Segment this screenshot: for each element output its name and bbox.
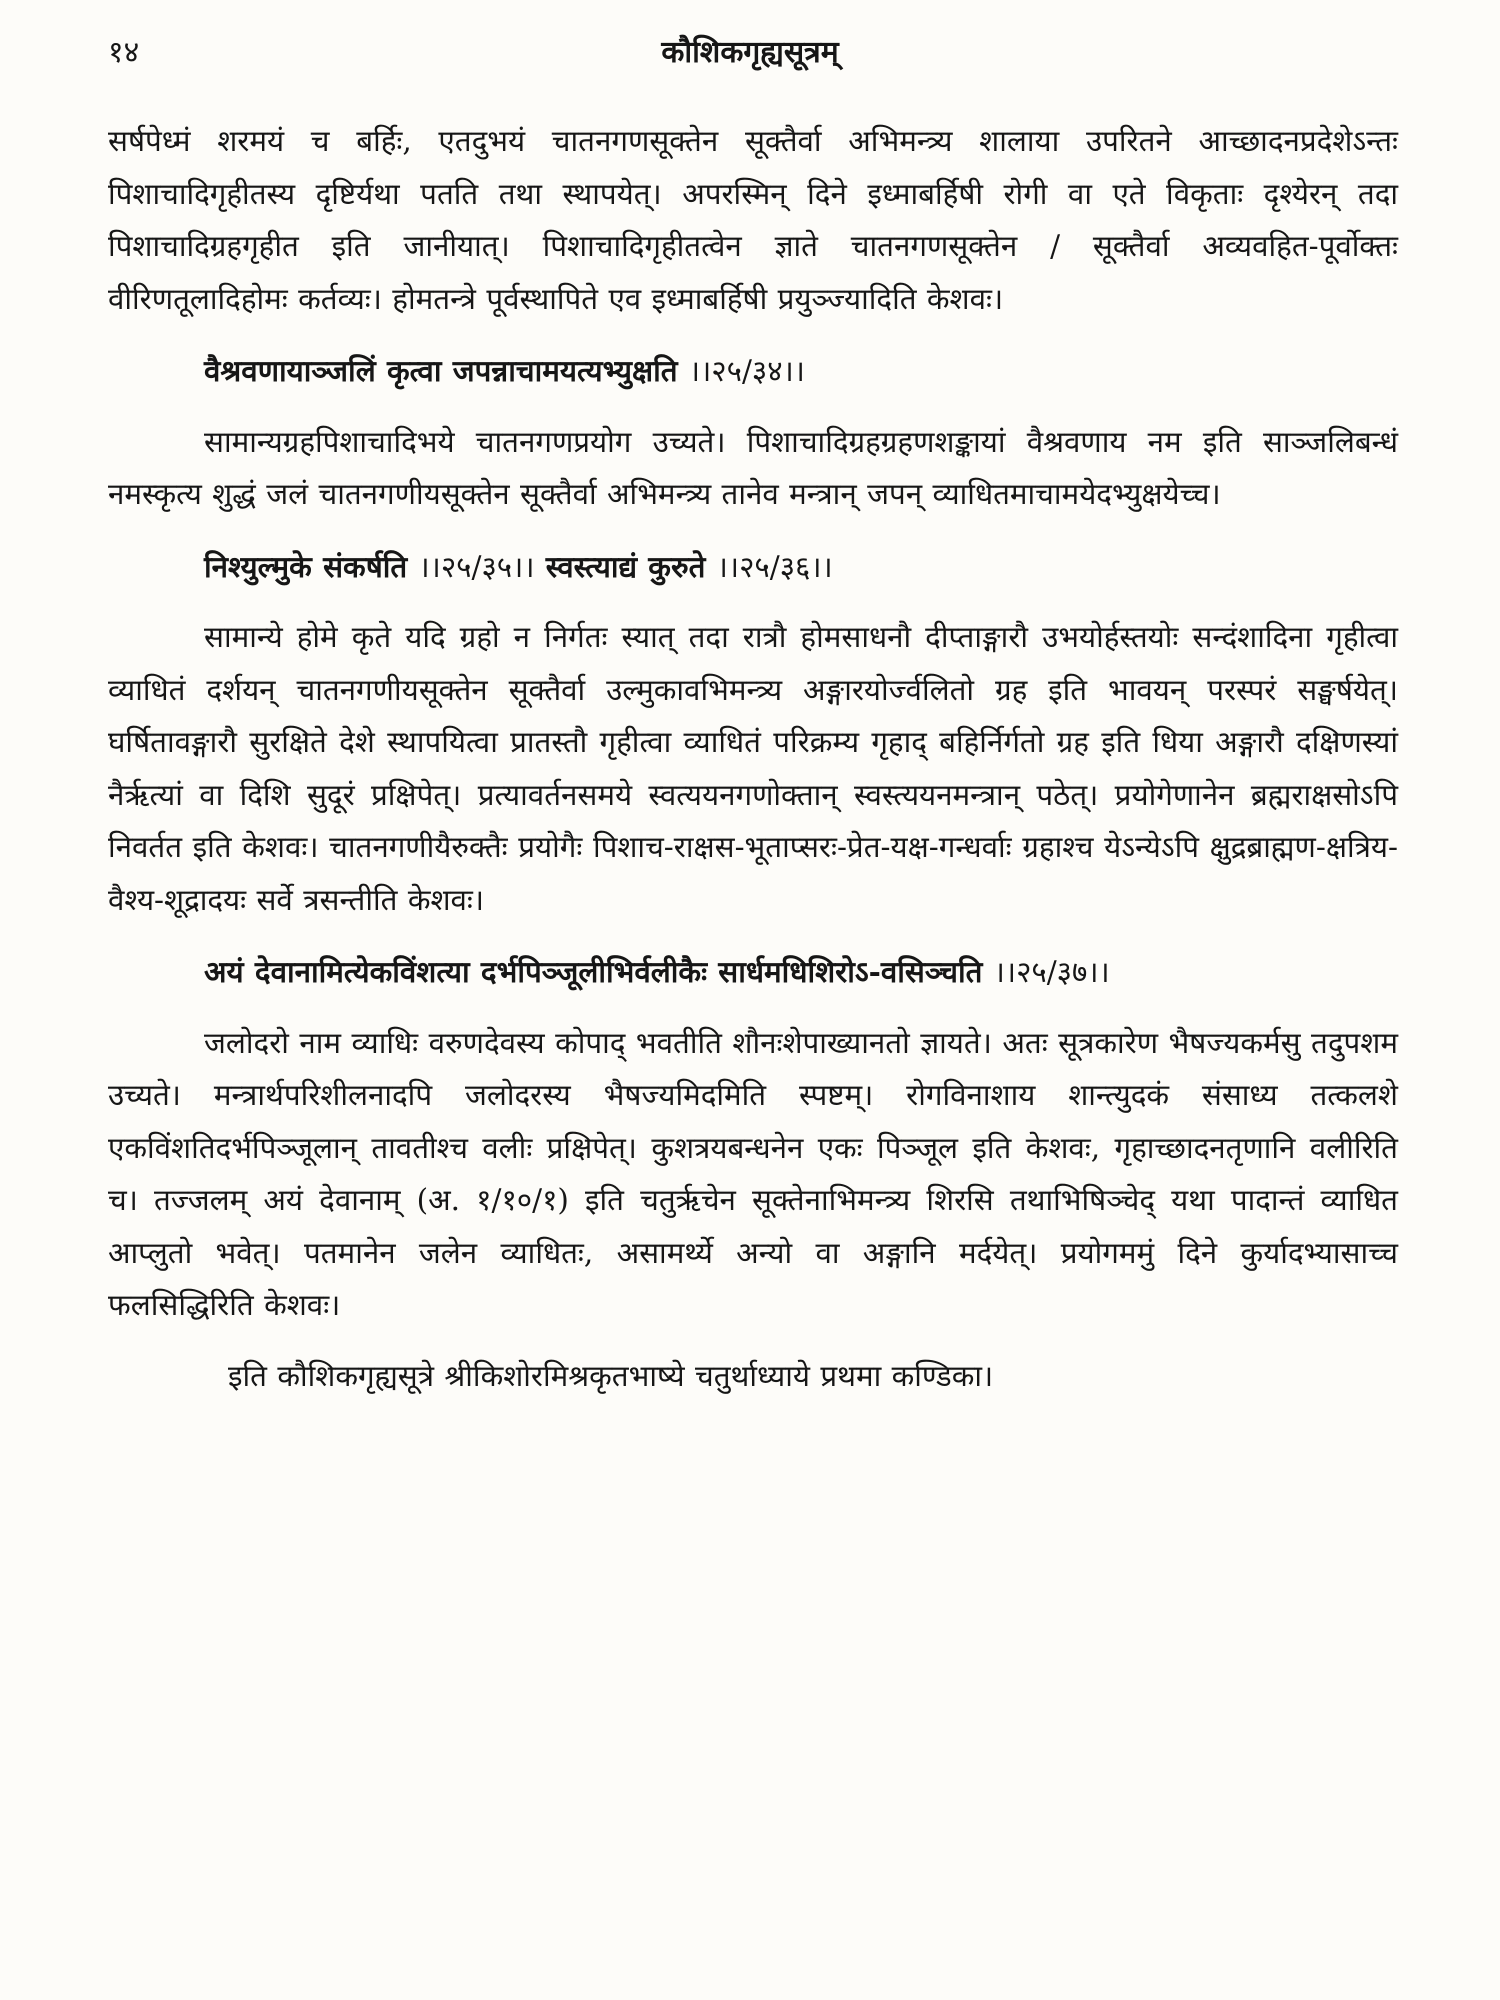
colophon: इति कौशिकगृह्यसूत्रे श्रीकिशोरमिश्रकृतभाष्ये चतुर्थाध्याये प्रथमा कण्डिका। [228, 1358, 994, 1393]
sutra-text: स्वस्त्याद्यं कुरुते [545, 548, 706, 584]
running-title: कौशिकगृह्यसूत्रम् [661, 35, 839, 70]
sutra-number: ।।२५/३४।। [688, 354, 805, 388]
sutra-25-35-36 [108, 541, 1398, 594]
sutra-number: ।।२५/३७।। [993, 955, 1110, 989]
sutra-text: वैश्रवणायाञ्जलिं कृत्वा जपन्नाचामयत्यभ्युक्षति [204, 353, 678, 388]
sutra-number: ।।२५/३५।। [418, 549, 535, 584]
sutra-text: अयं देवानामित्येकविंशत्या दर्भपिञ्जूलीभिर्वलीकैः सार्धमधिशिरोऽ-वसिञ्चति [204, 954, 983, 989]
commentary-paragraph-2: सामान्यग्रहपिशाचादिभये चातनगणप्रयोग उच्यते। पिशाचादिग्रहग्रहणशङ्कायां वैश्रवणाय नम इति साञ्जलिबन्धं नमस्कृत्य शुद्धं जलं चातनगणीयसूक्तेन सूक्तैर्वा अभिमन्त्र्य तानेव मन्त्रान् जपन् व्याधितमाचामयेदभ्युक्षयेच्च। [108, 424, 1398, 511]
sutra-25-37 [108, 946, 1398, 999]
sutra-number: ।।२५/३६।। [716, 549, 833, 584]
commentary-paragraph-3: सामान्ये होमे कृते यदि ग्रहो न निर्गतः स्यात् तदा रात्रौ होमसाधनौ दीप्ताङ्गारौ उभयोर्हस्तयोः सन्दंशादिना गृहीत्वा व्याधितं दर्शयन् चातनगणीयसूक्तेन सूक्तैर्वा उल्मुकावभिमन्त्र्य अङ्गारयोर्ज्वलितो ग्रह इति भावयन् परस्परं सङ्घर्षयेत्। घर्षितावङ्गारौ सुरक्षिते देशे स्थापयित्वा प्रातस्तौ गृहीत्वा व्याधितं परिक्रम्य गृहाद् बहिर्निर्गतो ग्रह इति धिया अङ्गारौ दक्षिणस्यां नैर्ऋत्यां वा दिशि सुदूरं प्रक्षिपेत्। प्रत्यावर्तनसमये स्वत्ययनगणोक्तान् स्वस्त्ययनमन्त्रान् पठेत्। प्रयोगेणानेन ब्रह्मराक्षसोऽपि निवर्तत इति केशवः। चातनगणीयैरुक्तैः प्रयोगैः पिशाच-राक्षस-भूताप्सरः-प्रेत-यक्ष-गन्धर्वाः ग्रहाश्च येऽन्येऽपि क्षुद्रब्राह्मण-क्षत्रिय-वैश्य-शूद्रादयः सर्वे त्रसन्तीति केशवः। [108, 620, 1398, 917]
sutra-text: निश्युल्मुके संकर्षति [204, 548, 408, 584]
page-header [0, 0, 1500, 80]
commentary-paragraph-4: जलोदरो नाम व्याधिः वरुणदेवस्य कोपाद् भवतीति शौनःशेपाख्यानतो ज्ञायते। अतः सूत्रकारेण भैषज्यकर्मसु तदुपशम उच्यते। मन्त्रार्थपरिशीलनादपि जलोदरस्य भैषज्यमिदमिति स्पष्टम्। रोगविनाशाय शान्त्युदकं संसाध्य तत्कलशे एकविंशतिदर्भपिञ्जूलान् तावतीश्च वलीः प्रक्षिपेत्। कुशत्रयबन्धनेन एकः पिञ्जूल इति केशवः, गृहाच्छादनतृणानि वलीरिति च। तज्जलम् अयं देवानाम् (अ. १/१०/१) इति चतुर्ऋचेन सूक्तेनाभिमन्त्र्य शिरसि तथाभिषिञ्चेद् यथा पादान्तं व्याधित आप्लुतो भवेत्। पतमानेन जलेन व्याधितः, असामर्थ्ये अन्यो वा अङ्गानि मर्दयेत्। प्रयोगममुं दिने कुर्यादभ्यासाच्च फलसिद्धिरिति केशवः। [108, 1025, 1398, 1322]
page-number: १४ [108, 35, 140, 70]
page-body [108, 115, 1398, 1402]
commentary-paragraph-1: सर्षपेध्मं शरमयं च बर्हिः, एतदुभयं चातनगणसूक्तेन सूक्तैर्वा अभिमन्त्र्य शालाया उपरितने आच्छादनप्रदेशेऽन्तः पिशाचादिगृहीतस्य दृष्टिर्यथा पतति तथा स्थापयेत्। अपरस्मिन् दिने इध्माबर्हिषी रोगी वा एते विकृताः दृश्येरन् तदा पिशाचादिग्रहगृहीत इति जानीयात्। पिशाचादिगृहीतत्वेन ज्ञाते चातनगणसूक्तेन / सूक्तैर्वा अव्यवहित-पूर्वोक्तः वीरिणतूलादिहोमः कर्तव्यः। होमतन्त्रे पूर्वस्थापिते एव इध्माबर्हिषी प्रयुञ्ज्यादिति केशवः। [108, 124, 1399, 316]
sutra-25-34 [108, 345, 1398, 398]
